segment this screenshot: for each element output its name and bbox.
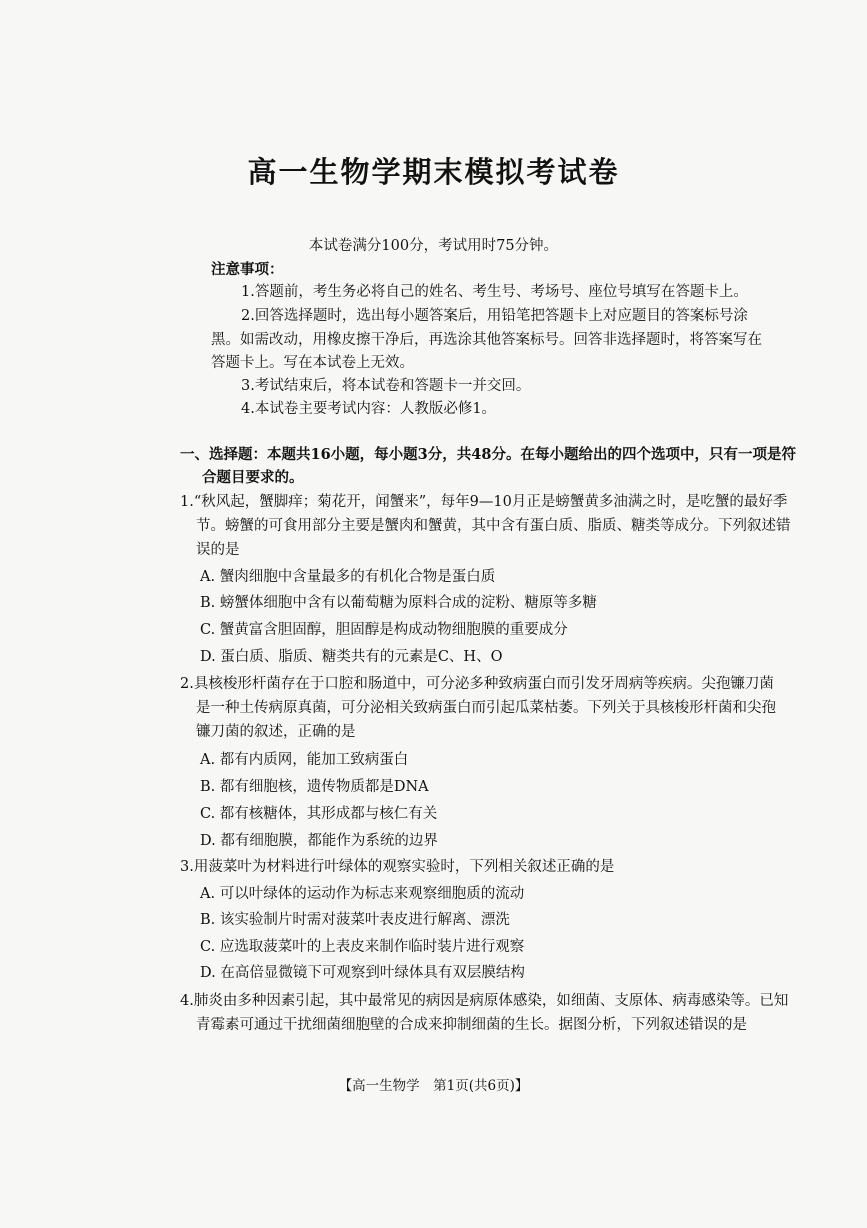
option-b: B. 螃蟹体细胞中含有以葡萄糖为原料合成的淀粉、糖原等多糖 bbox=[200, 595, 597, 611]
option-b: B. 都有细胞核，遗传物质都是DNA bbox=[200, 779, 429, 795]
option-b: B. 该实验制片时需对菠菜叶表皮进行解离、漂洗 bbox=[200, 912, 510, 928]
question-stem: 节。螃蟹的可食用部分主要是蟹肉和蟹黄，其中含有蛋白质、脂质、糖类等成分。下列叙述错 bbox=[196, 518, 791, 534]
notice-line: 3.考试结束后，将本试卷和答题卡一并交回。 bbox=[241, 378, 531, 394]
option-a: A. 都有内质网，能加工致病蛋白 bbox=[200, 752, 409, 768]
question-stem: 青霉素可通过干扰细菌细胞壁的合成来抑制细菌的生长。据图分析，下列叙述错误的是 bbox=[196, 1017, 747, 1033]
notice-line: 4.本试卷主要考试内容：人教版必修1。 bbox=[241, 401, 497, 417]
option-c: C. 蟹黄富含胆固醇，胆固醇是构成动物细胞膜的重要成分 bbox=[200, 622, 568, 638]
question-stem: 3.用菠菜叶为材料进行叶绿体的观察实验时，下列相关叙述正确的是 bbox=[180, 859, 615, 875]
option-a: A. 蟹肉细胞中含量最多的有机化合物是蛋白质 bbox=[200, 569, 496, 585]
page-footer: 【高一生物学 第1页(共6页)】 bbox=[338, 1078, 529, 1094]
question-stem: 2.具核梭形杆菌存在于口腔和肠道中，可分泌多种致病蛋白而引发牙周病等疾病。尖孢镰刀菌 bbox=[180, 676, 774, 692]
question-stem: 4.肺炎由多种因素引起，其中最常见的病因是病原体感染，如细菌、支原体、病毒感染等。已知 bbox=[180, 993, 789, 1009]
notice-line: 2.回答选择题时，选出每小题答案后，用铅笔把答题卡上对应题目的答案标号涂 bbox=[241, 308, 748, 324]
notice-heading: 注意事项： bbox=[211, 261, 284, 278]
option-a: A. 可以叶绿体的运动作为标志来观察细胞质的流动 bbox=[200, 886, 525, 902]
option-c: C. 都有核糖体，其形成都与核仁有关 bbox=[200, 806, 438, 822]
option-d: D. 蛋白质、脂质、糖类共有的元素是C、H、O bbox=[200, 649, 503, 665]
notice-line: 答题卡上。写在本试卷上无效。 bbox=[211, 355, 414, 371]
option-c: C. 应选取菠菜叶的上表皮来制作临时装片进行观察 bbox=[200, 939, 525, 955]
exam-meta: 本试卷满分100分，考试用时75分钟。 bbox=[308, 238, 559, 254]
notice-line: 黑。如需改动，用橡皮擦干净后，再选涂其他答案标号。回答非选择题时，将答案写在 bbox=[211, 332, 762, 348]
question-stem: 误的是 bbox=[196, 542, 240, 558]
question-stem: 1.“秋风起，蟹脚痒；菊花开，闻蟹来”，每年9—10月正是螃蟹黄多油满之时，是吃蟹的最好季 bbox=[180, 494, 788, 510]
page-title: 高一生物学期末模拟考试卷 bbox=[247, 155, 620, 189]
option-d: D. 都有细胞膜，都能作为系统的边界 bbox=[200, 833, 438, 849]
notice-line: 1.答题前，考生务必将自己的姓名、考生号、考场号、座位号填写在答题卡上。 bbox=[241, 284, 748, 300]
question-stem: 是一种土传病原真菌，可分泌相关致病蛋白而引起瓜菜枯萎。下列关于具核梭形杆菌和尖孢 bbox=[196, 700, 776, 716]
option-d: D. 在高倍显微镜下可观察到叶绿体具有双层膜结构 bbox=[200, 965, 525, 981]
question-stem: 镰刀菌的叙述，正确的是 bbox=[196, 724, 356, 740]
